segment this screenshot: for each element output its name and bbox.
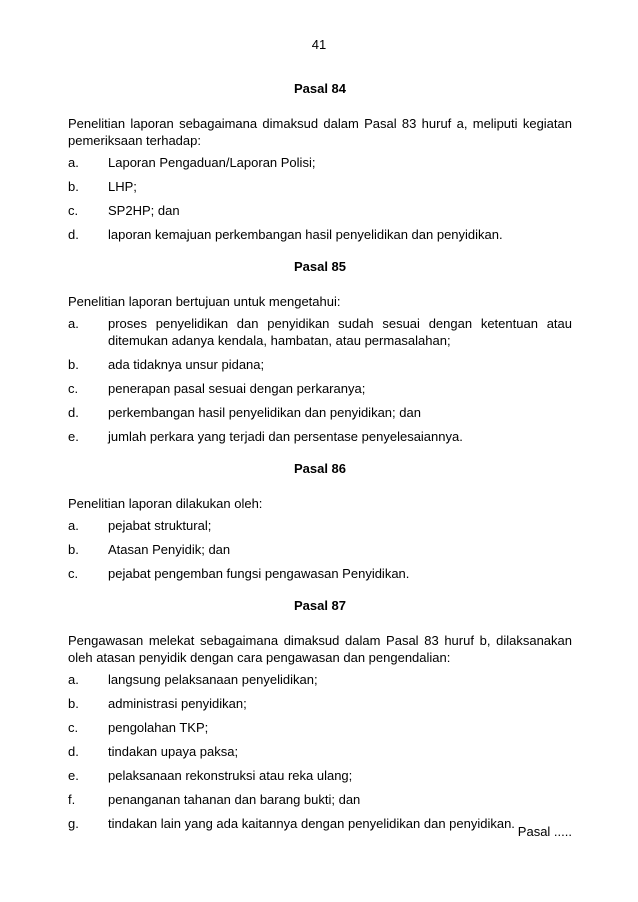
list-item — [68, 404, 572, 421]
list-item — [68, 541, 572, 558]
list-item-text: proses penyelidikan dan penyidikan sudah sesuai dengan ketentuan atau ditemukan adanya kendala, hambatan, atau permasalahan; — [108, 316, 572, 348]
list-marker: a. — [68, 672, 79, 687]
list-item-text: pejabat pengemban fungsi pengawasan Penyidikan. — [108, 566, 410, 581]
list-item — [68, 671, 572, 688]
list-item — [68, 743, 572, 760]
list-item-text: penanganan tahanan dan barang bukti; dan — [108, 792, 361, 807]
section-pasal-84 — [68, 81, 572, 243]
list-item-text: pejabat struktural; — [108, 518, 212, 533]
list-item — [68, 356, 572, 373]
section-heading: Pasal 85 — [293, 259, 347, 274]
section-intro: Penelitian laporan bertujuan untuk mengetahui: — [68, 294, 341, 309]
section-intro: Pengawasan melekat sebagaimana dimaksud dalam Pasal 83 huruf b, dilaksanakan oleh atasan penyidik dengan cara pengawasan dan pengendalian: — [68, 633, 572, 665]
list-item-text: jumlah perkara yang terjadi dan persentase penyelesaiannya. — [108, 429, 463, 444]
list-item-text: pelaksanaan rekonstruksi atau reka ulang; — [108, 768, 353, 783]
section-heading: Pasal 87 — [293, 598, 347, 613]
list-marker: a. — [68, 155, 79, 170]
list-item-text: SP2HP; dan — [108, 203, 180, 218]
section-list — [68, 517, 572, 582]
list-marker: c. — [68, 381, 79, 396]
list-marker: e. — [68, 429, 79, 444]
section-heading: Pasal 86 — [293, 461, 347, 476]
list-item-text: langsung pelaksanaan penyelidikan; — [108, 672, 318, 687]
list-item — [68, 695, 572, 712]
list-item — [68, 154, 572, 171]
list-item — [68, 719, 572, 736]
list-marker: c. — [68, 203, 79, 218]
list-item — [68, 767, 572, 784]
list-item-text: administrasi penyidikan; — [108, 696, 247, 711]
list-marker: d. — [68, 405, 79, 420]
list-item — [68, 791, 572, 808]
list-item-text: laporan kemajuan perkembangan hasil penyelidikan dan penyidikan. — [108, 227, 503, 242]
section-intro: Penelitian laporan sebagaimana dimaksud dalam Pasal 83 huruf a, meliputi kegiatan pemeriksaan terhadap: — [68, 116, 572, 148]
list-marker: e. — [68, 768, 79, 783]
section-list — [68, 315, 572, 445]
page-number: 41 — [311, 37, 327, 52]
list-item-text: LHP; — [108, 179, 137, 194]
section-list — [68, 671, 572, 832]
list-item — [68, 202, 572, 219]
list-item-text: Laporan Pengaduan/Laporan Polisi; — [108, 155, 316, 170]
list-item-text: tindakan lain yang ada kaitannya dengan penyelidikan dan penyidikan. — [108, 816, 515, 831]
list-item — [68, 815, 572, 832]
section-intro: Penelitian laporan dilakukan oleh: — [68, 496, 263, 511]
list-marker: b. — [68, 542, 79, 557]
list-marker: b. — [68, 696, 79, 711]
list-item — [68, 428, 572, 445]
list-item — [68, 315, 572, 349]
section-pasal-85 — [68, 259, 572, 445]
next-page-continuation: Pasal ..... — [517, 824, 572, 839]
section-pasal-86 — [68, 461, 572, 582]
list-marker: b. — [68, 357, 79, 372]
list-item — [68, 380, 572, 397]
section-pasal-87 — [68, 598, 572, 832]
section-heading: Pasal 84 — [293, 81, 347, 96]
list-item-text: pengolahan TKP; — [108, 720, 209, 735]
list-item-text: penerapan pasal sesuai dengan perkaranya; — [108, 381, 366, 396]
list-marker: a. — [68, 316, 79, 331]
list-item — [68, 226, 572, 243]
list-item — [68, 565, 572, 582]
list-marker: d. — [68, 227, 79, 242]
list-item-text: Atasan Penyidik; dan — [108, 542, 231, 557]
list-marker: g. — [68, 816, 79, 831]
list-marker: f. — [68, 792, 76, 807]
list-item-text: ada tidaknya unsur pidana; — [108, 357, 265, 372]
list-item-text: perkembangan hasil penyelidikan dan penyidikan; dan — [108, 405, 421, 420]
list-item — [68, 517, 572, 534]
list-marker: b. — [68, 179, 79, 194]
list-marker: c. — [68, 566, 79, 581]
list-item-text: tindakan upaya paksa; — [108, 744, 239, 759]
document-body — [68, 81, 572, 848]
list-item — [68, 178, 572, 195]
list-marker: d. — [68, 744, 79, 759]
list-marker: c. — [68, 720, 79, 735]
section-list — [68, 154, 572, 243]
list-marker: a. — [68, 518, 79, 533]
